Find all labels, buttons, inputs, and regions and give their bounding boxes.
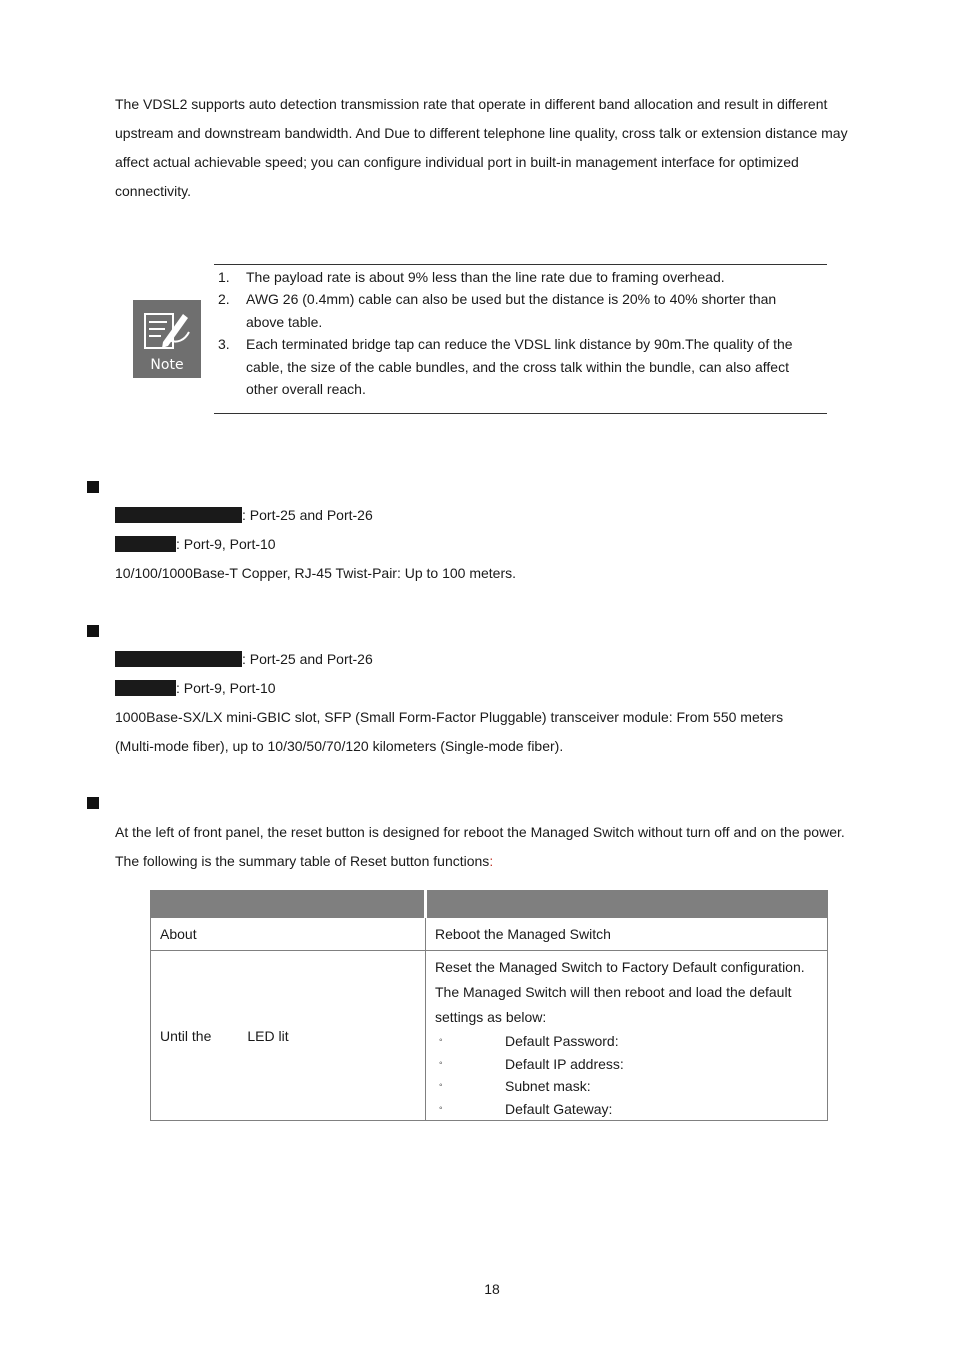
- default-setting-label: Default Password:: [505, 1033, 619, 1049]
- note-icon-label: Note: [150, 357, 184, 373]
- bullet-icon: ◦: [439, 1035, 443, 1046]
- function-description: Reset the Managed Switch to Factory Default configuration. The Managed Switch will then reboot and load the default settings as below:: [435, 959, 805, 1025]
- page-number: 18: [484, 1281, 500, 1297]
- note-item-text: The payload rate is about 9% less than the line rate due to framing overhead.: [246, 269, 725, 285]
- duration-text-a: Until the: [160, 1027, 212, 1044]
- copper-port-text-2: : Port-9, Port-10: [176, 536, 276, 552]
- reset-description-2-text: The following is the summary table of Reset button functions: [115, 853, 490, 869]
- reset-description-1: At the left of front panel, the reset button is designed for reboot the Managed Switch without turn off and on the power.: [115, 824, 845, 840]
- reset-function-table: [150, 890, 828, 1121]
- default-setting-label: Subnet mask:: [505, 1078, 591, 1094]
- reset-description-2: [115, 851, 493, 871]
- section-bullet-sfp: [87, 625, 99, 637]
- note-list: [218, 266, 818, 400]
- reset-description-2-colon: :: [489, 853, 494, 869]
- redacted-model-name: [115, 536, 176, 552]
- bullet-icon: ◦: [439, 1057, 443, 1069]
- table-header-cell: [426, 891, 828, 918]
- sfp-description-1: 1000Base-SX/LX mini-GBIC slot, SFP (Small Form-Factor Pluggable) transceiver module: From 550 meters: [115, 709, 784, 725]
- sfp-port-text-1: : Port-25 and Port-26: [242, 651, 373, 667]
- table-cell-duration: About: [151, 918, 426, 951]
- table-header-cell: [151, 891, 426, 918]
- sfp-port-line-1: [115, 649, 373, 669]
- note-icon: [133, 300, 201, 378]
- note-item: [218, 333, 818, 400]
- copper-port-line-1: [115, 505, 373, 525]
- note-item-number: 1.: [218, 269, 230, 285]
- default-setting-item: [435, 1098, 818, 1121]
- copper-port-line-2: [115, 534, 276, 554]
- section-bullet-copper: [87, 481, 99, 493]
- sfp-port-text-2: : Port-9, Port-10: [176, 680, 276, 696]
- redacted-model-name: [115, 651, 242, 667]
- duration-text-b: LED lit: [247, 1027, 289, 1044]
- section-bullet-reset: [87, 797, 99, 809]
- default-setting-label: Default IP address:: [505, 1055, 624, 1072]
- default-setting-item: [435, 1053, 818, 1076]
- redacted-model-name: [115, 507, 242, 523]
- table-cell-function: Reboot the Managed Switch: [426, 918, 828, 951]
- default-setting-item: [435, 1075, 818, 1098]
- note-item-number: 3.: [218, 336, 230, 353]
- table-cell-function: [426, 951, 828, 1121]
- copper-port-text-1: : Port-25 and Port-26: [242, 507, 373, 523]
- note-item-number: 2.: [218, 291, 230, 308]
- note-item: [218, 288, 818, 333]
- copper-description: 10/100/1000Base-T Copper, RJ-45 Twist-Pair: Up to 100 meters.: [115, 565, 517, 581]
- sfp-description-2: (Multi-mode fiber), up to 10/30/50/70/120 kilometers (Single-mode fiber).: [115, 738, 564, 754]
- note-item: [218, 266, 818, 288]
- intro-paragraph: The VDSL2 supports auto detection transmission rate that operate in different band allocation and result in different upstream and downstream bandwidth. And Due to different telephone line quality, cross talk or extension distance may affect actual achievable speed; you can configure individual port in built-in management interface for optimized connectivity.: [115, 96, 848, 199]
- default-setting-label: Default Gateway:: [505, 1100, 613, 1117]
- table-cell-duration: [151, 951, 426, 1121]
- table-row: [151, 951, 828, 1121]
- table-header-row: [151, 891, 828, 918]
- bullet-icon: ◦: [439, 1102, 443, 1114]
- sfp-port-line-2: [115, 678, 276, 698]
- note-item-text: Each terminated bridge tap can reduce the VDSL link distance by 90m.The quality of the cable, the size of the cable bundles, and the cross talk within the bundle, can also affect other overall reach.: [246, 336, 793, 398]
- note-item-text: AWG 26 (0.4mm) cable can also be used but the distance is 20% to 40% shorter than above table.: [246, 291, 777, 330]
- table-row: [151, 918, 828, 951]
- default-setting-item: [435, 1030, 818, 1053]
- redacted-model-name: [115, 680, 176, 696]
- bullet-icon: ◦: [439, 1080, 443, 1091]
